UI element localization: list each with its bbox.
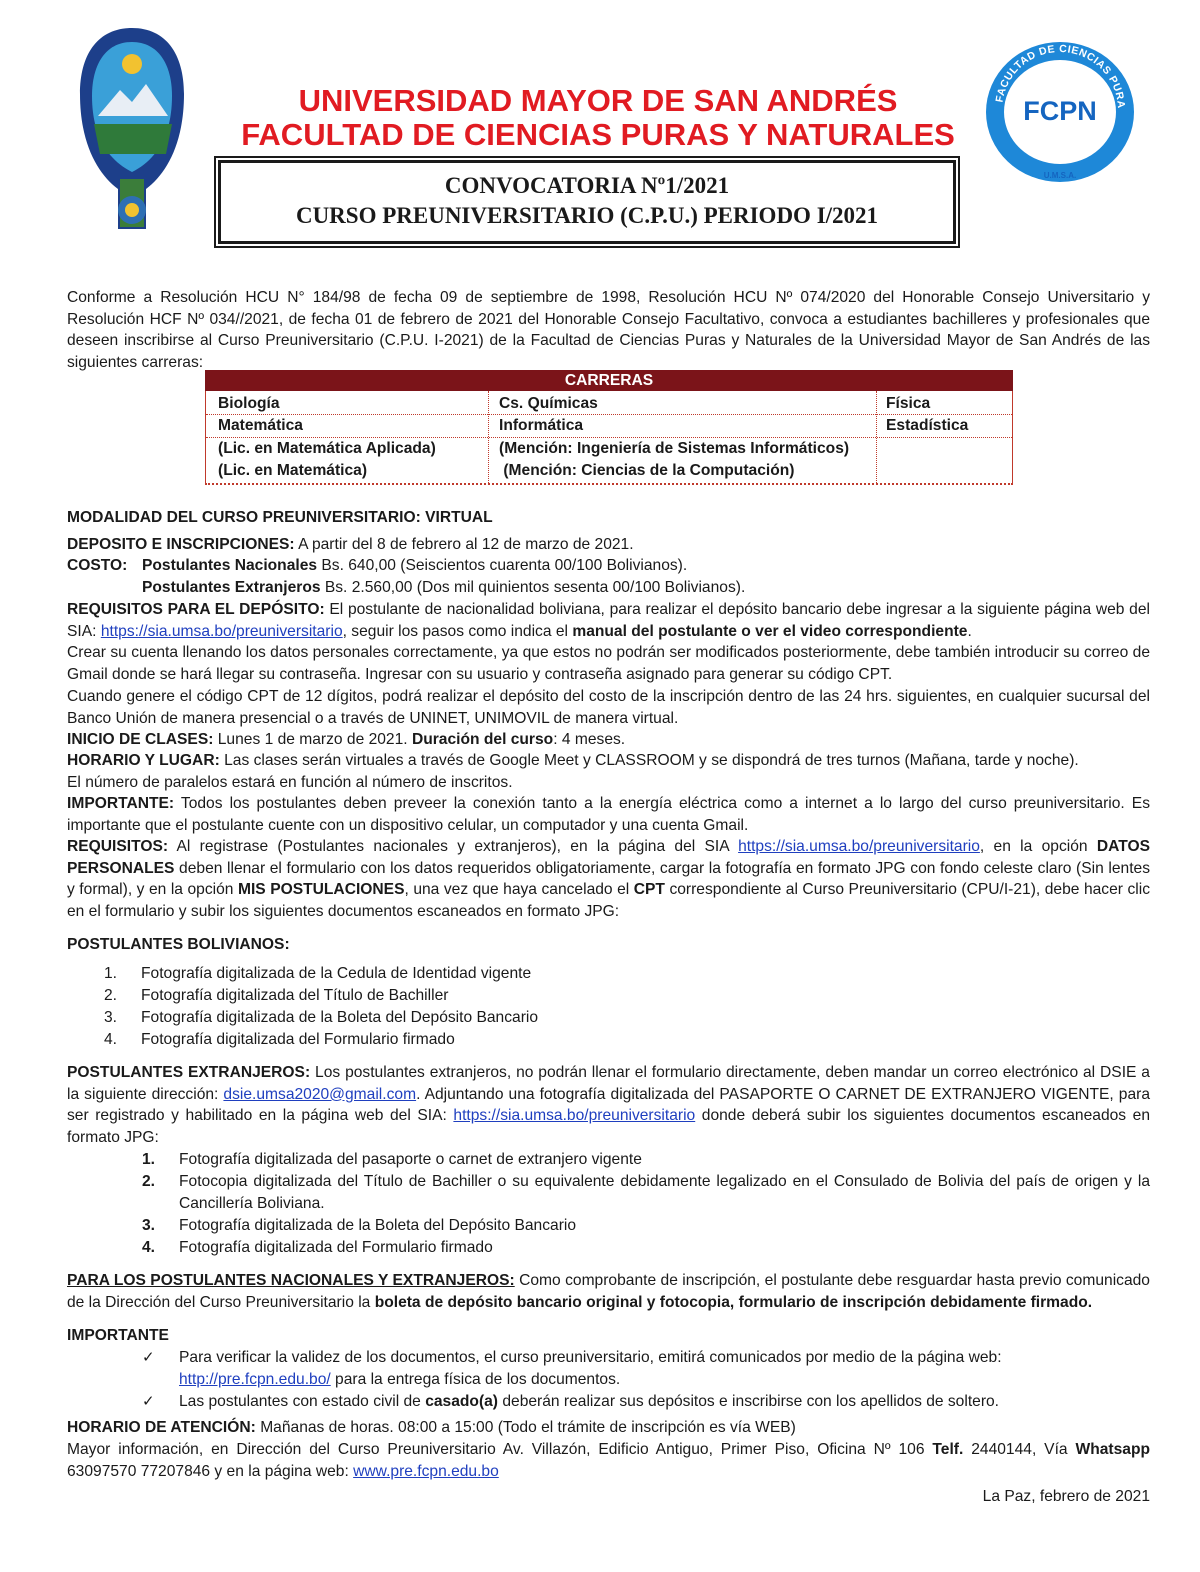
extranjeros-list — [67, 1149, 1150, 1259]
faculty-title: FACULTAD DE CIENCIAS PURAS Y NATURALES — [241, 117, 955, 152]
convocatoria-box — [218, 160, 956, 244]
list-item: ✓ Para verificar la validez de los documentos, el curso preuniversitario, emitirá comunicados por medio de la página web: http://pre.fcpn.edu.bo/ para la entrega física de los documentos. — [142, 1349, 1002, 1388]
fcpn-seal-logo — [982, 38, 1138, 184]
inicio-clases: INICIO DE CLASES: Lunes 1 de marzo de 2021. Duración del curso: 4 meses. — [67, 731, 626, 748]
fcpn-bottom-text: U.M.S.A. — [1043, 171, 1077, 180]
convocatoria-number: CONVOCATORIA Nº1/2021 — [444, 173, 730, 198]
costo-extranjeros: Postulantes Extranjeros Bs. 2.560,00 (Dos mil quinientos sesenta 00/100 Bolivianos). — [142, 579, 746, 596]
importante-heading: IMPORTANTE — [67, 1327, 169, 1344]
list-item: ✓ Las postulantes con estado civil de casado(a) deberán realizar sus depósitos e inscribirse con los apellidos de soltero. — [67, 1391, 1150, 1413]
mencion-mat-aplicada: (Lic. en Matemática Aplicada) — [218, 440, 436, 457]
deposito-line: DEPOSITO E INSCRIPCIONES: A partir del 8 de febrero al 12 de marzo de 2021. — [67, 536, 634, 553]
list-item: 1. Fotografía digitalizada del pasaporte o carnet de extranjero vigente — [141, 1151, 642, 1168]
sia-link-3[interactable]: https://sia.umsa.bo/preuniversitario — [453, 1107, 696, 1125]
university-title: UNIVERSIDAD MAYOR DE SAN ANDRÉS — [298, 83, 898, 118]
carrera-informatica: Informática — [499, 417, 584, 434]
carreras-table — [205, 370, 1013, 485]
mayor-informacion: Mayor información, en Dirección del Curso Preuniversitario Av. Villazón, Edificio Antiguo, Primer Piso, Oficina Nº 106 Telf. 2440144, Vía Whatsapp 63097570 77207846 y en la página web: www.pre.fcpn.edu.bo — [67, 1441, 1151, 1480]
fcpn-ring-text: FACULTAD DE CIENCIAS PURA — [993, 42, 1128, 110]
www-pre-fcpn-link[interactable]: www.pre.fcpn.edu.bo — [353, 1462, 499, 1480]
fcpn-center-text: FCPN — [1023, 96, 1097, 126]
carrera-estadistica: Estadística — [886, 417, 969, 434]
dsie-email-link[interactable]: dsie.umsa2020@gmail.com — [223, 1085, 417, 1103]
check-icon: ✓ — [142, 1393, 155, 1410]
pre-fcpn-link[interactable]: http://pre.fcpn.edu.bo/ — [179, 1370, 331, 1388]
list-item: 4. Fotografía digitalizada del Formulario firmado — [103, 1031, 455, 1048]
carreras-header: CARRERAS — [205, 370, 1013, 391]
carrera-quimicas: Cs. Químicas — [499, 395, 598, 412]
requisitos-paragraph: REQUISITOS: Al registrase (Postulantes nacionales y extranjeros), en la página del SIA https://sia.umsa.bo/preuniversitario, en la opción DATOS PERSONALES deben llenar el formulario con los datos requeridos obligatoriamente, cargar la fotografía en formato JPG con fondo celeste claro (Sin lentes y formal), y en la opción MIS POSTULACIONES, una vez que haya cancelado el CPT correspondiente al Curso Preuniversitario (CPU/I-21), debe hacer clic en el formulario y subir los siguientes documentos escaneados en formato JPG: — [67, 838, 1150, 921]
codigo-cpt-paragraph: Cuando genere el código CPT de 12 dígitos, podrá realizar el depósito del costo de la inscripción dentro de las 24 hrs. siguientes, en cualquier sucursal del Banco Unión de manera presencial o a través de UNINET, UNIMOVIL de manera virtual. — [67, 688, 1150, 727]
nacionales-extranjeros-paragraph: PARA LOS POSTULANTES NACIONALES Y EXTRANJEROS: Como comprobante de inscripción, el postulante debe resguardar hasta previo comunicado de la Dirección del Curso Preuniversitario la boleta de depósito bancario original y fotocopia, formulario de inscripción debidamente firmado. — [67, 1272, 1150, 1311]
list-item: 1. Fotografía digitalizada de la Cedula de Identidad vigente — [103, 965, 532, 982]
sia-link-2[interactable]: https://sia.umsa.bo/preuniversitario — [738, 838, 980, 855]
course-title: CURSO PREUNIVERSITARIO (C.P.U.) PERIODO I/2021 — [295, 203, 879, 228]
umsa-seal-logo — [76, 24, 188, 234]
fecha-firma: La Paz, febrero de 2021 — [982, 1488, 1150, 1505]
costo-nacionales: COSTO: Postulantes Nacionales Bs. 640,00 (Seiscientos cuarenta 00/100 Bolivianos). — [67, 557, 688, 574]
bolivianos-list — [67, 963, 1150, 1053]
list-item: 2. Fotocopia digitalizada del Título de Bachiller o su equivalente debidamente legalizado en el Consulado de Bolivia del país de origen y la Cancillería Boliviana. — [141, 1173, 1150, 1212]
requisitos-deposito: REQUISITOS PARA EL DEPÓSITO: El postulante de nacionalidad boliviana, para realizar el depósito bancario debe ingresar a la siguiente página web del SIA: https://sia.umsa.bo/preuniversitario, seguir los pasos como indica el manual del postulante o ver el video correspondiente. — [67, 601, 1150, 640]
extranjeros-paragraph: POSTULANTES EXTRANJEROS: Los postulantes extranjeros, no podrán llenar el formulario directamente, deben mandar un correo electrónico al DSIE a la siguiente dirección: dsie.umsa2020@gmail.com. Adjuntando una fotografía digitalizada del PASAPORTE O CARNET DE EXTRANJERO VIGENTE, para ser registrado y habilitado en la página web del SIA: https://sia.umsa.bo/preuniversitario donde deberá subir los siguientes documentos escaneados en formato JPG: — [67, 1064, 1151, 1147]
list-item: 4. Fotografía digitalizada del Formulario firmado — [141, 1239, 493, 1256]
modalidad-heading: MODALIDAD DEL CURSO PREUNIVERSITARIO: VIRTUAL — [67, 509, 493, 526]
crear-cuenta-paragraph: Crear su cuenta llenando los datos personales correctamente, ya que estos no podrán ser modificados posteriormente, debe también introducir su correo de Gmail donde se hará llegar su contraseña. Ingresar con su usuario y contraseña asignado para generar su código CPT. — [67, 644, 1150, 683]
horario-atencion: HORARIO DE ATENCIÓN: Mañanas de horas. 08:00 a 15:00 (Todo el trámite de inscripción es vía WEB) — [67, 1419, 796, 1436]
check-icon: ✓ — [142, 1349, 155, 1366]
sia-link-1[interactable]: https://sia.umsa.bo/preuniversitario — [100, 622, 343, 640]
carrera-biologia: Biología — [218, 395, 280, 412]
mencion-computacion: (Mención: Ciencias de la Computación) — [499, 462, 795, 479]
paralelos-line: El número de paralelos estará en función al número de inscritos. — [67, 774, 513, 791]
intro-paragraph: Conforme a Resolución HCU N° 184/98 de fecha 09 de septiembre de 1998, Resolución HCU Nº 074/2020 del Honorable Consejo Universitario y Resolución HCF Nº 034//2021, de fecha 01 de febrero de 2021 del Honorable Consejo Facultativo, convoca a estudiantes bachilleres y profesionales que deseen inscribirse al Curso Preuniversitario (C.P.U. I-2021) de la Facultad de Ciencias Puras y Naturales de la Universidad Mayor de San Andrés de las siguientes carreras: — [67, 289, 1150, 372]
mencion-matematica: (Lic. en Matemática) — [218, 462, 368, 479]
carrera-matematica: Matemática — [218, 417, 303, 434]
mencion-sistemas: (Mención: Ingeniería de Sistemas Informáticos) — [499, 440, 850, 457]
list-item: 3. Fotografía digitalizada de la Boleta del Depósito Bancario — [103, 1009, 539, 1026]
carrera-fisica: Física — [886, 395, 931, 412]
horario-lugar: HORARIO Y LUGAR: Las clases serán virtuales a través de Google Meet y CLASSROOM y se dispondrá de tres turnos (Mañana, tarde y noche). — [67, 752, 1079, 769]
importante-list — [67, 1347, 1150, 1413]
bolivianos-heading: POSTULANTES BOLIVIANOS: — [67, 936, 290, 953]
list-item: 2. Fotografía digitalizada del Título de Bachiller — [103, 987, 449, 1004]
list-item: 3. Fotografía digitalizada de la Boleta del Depósito Bancario — [141, 1217, 577, 1234]
importante-conexion: IMPORTANTE: Todos los postulantes deben preveer la conexión tanto a la energía eléctrica como a internet a lo largo del curso preuniversitario. Es importante que el postulante cuente con un dispositivo celular, un computador y una cuenta Gmail. — [67, 795, 1150, 834]
